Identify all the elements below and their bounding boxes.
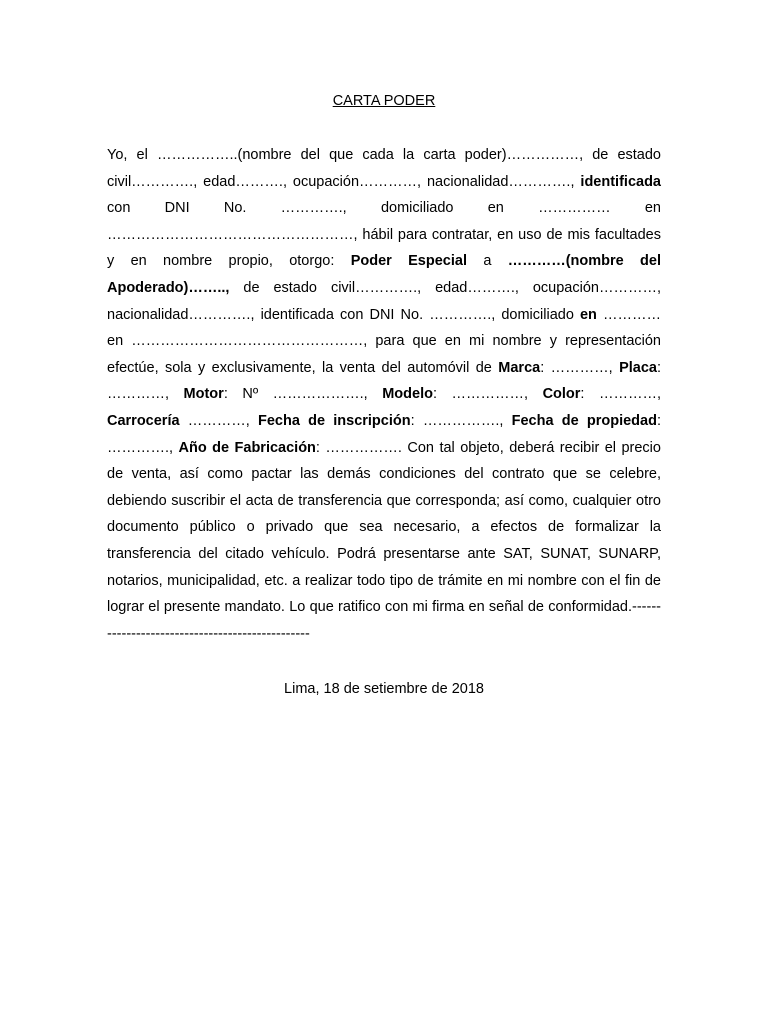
text-segment: Yo, el ……………..(nombre del que cada la carta poder)……………, de estado civil…………., edad………., ocupación…………, nacionalidad…………., [107, 147, 661, 190]
text-segment: a [466, 253, 508, 270]
text-segment: : …………, [580, 386, 661, 403]
text-segment: : ……………., [410, 412, 512, 429]
text-segment: con DNI No. …………., domiciliado en …………… en ……………………………………………, hábil para contratar, en uso de mis facultades y en nombre propio, otorgo: [107, 200, 661, 270]
text-segment: de estado civil…………., edad………., ocupación…………, nacionalidad…………., identificada con DNI No. …………., domiciliado [107, 279, 661, 323]
bold-text-segment: identificada [580, 173, 661, 190]
text-segment: : …………, [540, 359, 620, 376]
bold-text-segment: Modelo [382, 386, 433, 403]
bold-text-segment: …………(nombre del Apoderado)…….., [107, 253, 662, 296]
bold-text-segment: Carrocería [107, 412, 180, 429]
text-segment: : ……………, [432, 386, 543, 403]
text-segment: : …………, [107, 359, 661, 403]
bold-text-segment: Marca [498, 359, 541, 376]
bold-text-segment: Poder Especial [350, 253, 467, 270]
bold-text-segment: Motor [183, 386, 224, 403]
bold-text-segment: Fecha de inscripción [258, 412, 411, 429]
text-segment: : Nº ………………., [223, 386, 383, 403]
text-segment: : ……………. Con tal objeto, deberá recibir el precio de venta, así como pactar las demás condiciones del contrato que se celebre, debiendo suscribir el acta de transferencia que corresponda; así como, cualquier otro documento público o privado que sea necesario, a efectos de formalizar la transferencia del citado vehículo. Podrá presentarse ante SAT, SUNAT, SUNARP, notarios, municipalidad, etc. a realizar todo tipo de trámite en mi nombre con el fin de lograr el presente mandato. Lo que ratifico con mi firma en señal de conformidad.------------------------------------------------ [107, 439, 661, 642]
bold-text-segment: Placa [619, 359, 657, 376]
bold-text-segment: en [579, 306, 597, 323]
text-segment: : …………., [107, 412, 661, 456]
bold-text-segment: Color [542, 386, 581, 403]
bold-text-segment: Fecha de propiedad [511, 412, 657, 429]
text-segment: …………, [179, 412, 258, 429]
text-segment: ………… en …………………………………………, para que en mi nombre y representación efectúe, sola y exclusivamente, la venta del automóvil de [107, 306, 661, 376]
bold-text-segment: Año de Fabricación [178, 439, 316, 456]
document-title: CARTA PODER [332, 93, 436, 109]
document-date: Lima, 18 de setiembre de 2018 [284, 681, 484, 697]
document-body [107, 142, 661, 647]
